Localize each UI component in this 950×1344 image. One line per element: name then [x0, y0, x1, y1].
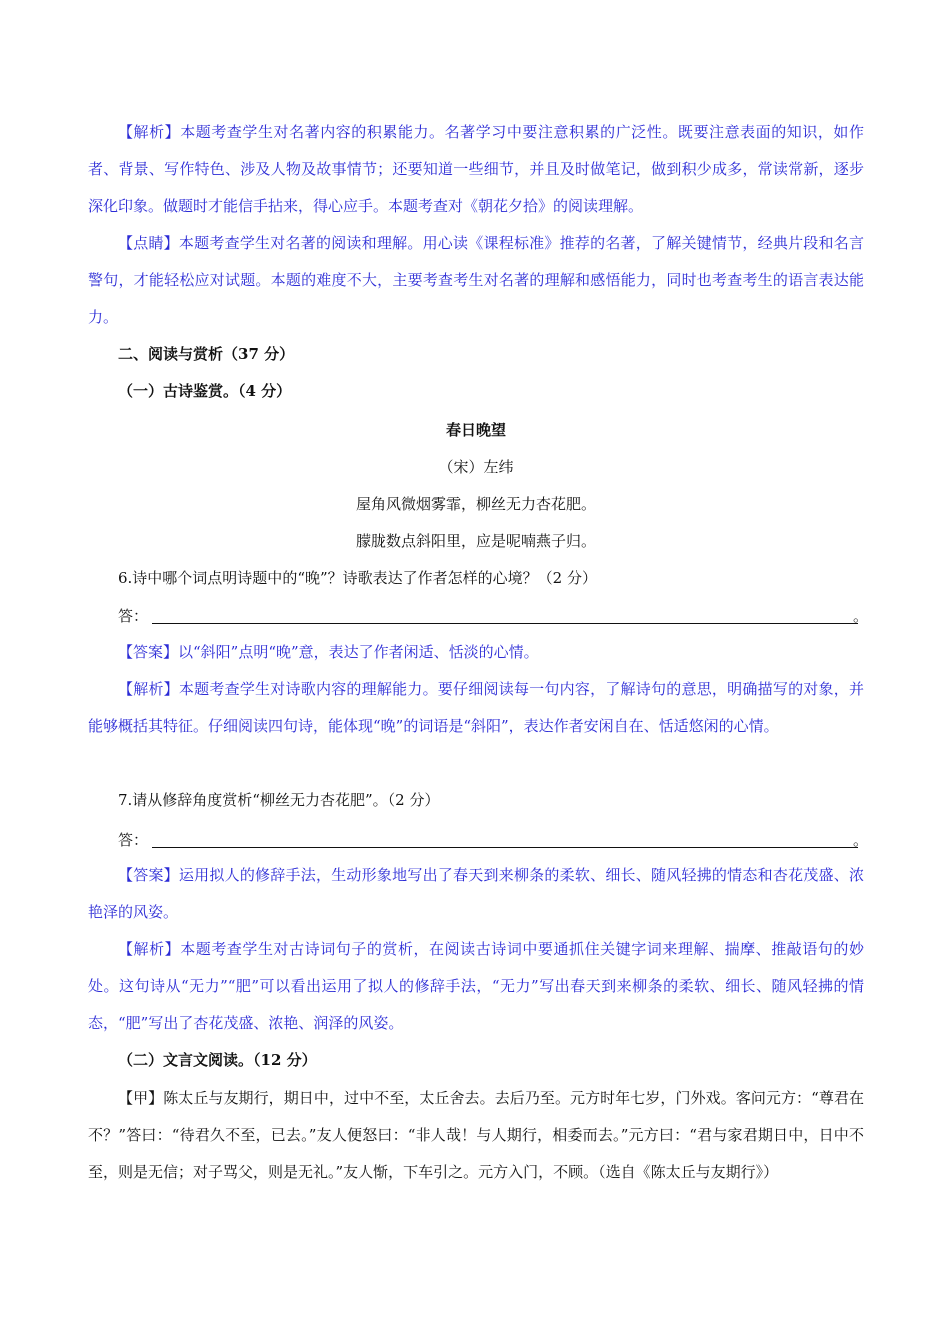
- answer-prefix: 答：: [118, 831, 149, 849]
- poem-title: 春日晚望: [445, 421, 506, 439]
- poem-line-2: 朦胧数点斜阳里，应是呢喃燕子归。: [355, 532, 596, 550]
- analysis-q6: 【解析】本题考查学生对诗歌内容的理解能力。要仔细阅读每一句内容，了解诗句的意思，明确描写的对象，并能够概括其特征。仔细阅读四句诗，能体现“晚”的词语是“斜阳”，表达作者安闲自在、恬适悠闲的心情。: [88, 680, 864, 735]
- subsection-heading-poetry: （一）古诗鉴赏。（4 分）: [118, 382, 292, 400]
- key-point-paragraph: 【点睛】本题考查学生对名著的阅读和理解。用心读《课程标准》推荐的名著，了解关键情节，经典片段和名言警句，才能轻松应对试题。本题的难度不大，主要考查考生对名著的理解和感悟能力，同时也考查考生的语言表达能力。: [88, 234, 864, 326]
- analysis-paragraph-1: 【解析】本题考查学生对名著内容的积累能力。名著学习中要注意积累的广泛性。既要注意表面的知识，如作者、背景、写作特色、涉及人物及故事情节；还要知道一些细节，并且及时做笔记，做到积少成多，常读常新，逐步深化印象。做题时才能信手拈来，得心应手。本题考查对《朝花夕拾》的阅读理解。: [88, 123, 864, 215]
- question-7: 7.请从修辞角度赏析“柳丝无力杏花肥”。（2 分）: [118, 791, 440, 809]
- answer-prefix: 答：: [118, 607, 149, 625]
- answer-underline: [152, 847, 858, 848]
- analysis-q7: 【解析】本题考查学生对古诗词句子的赏析，在阅读古诗词中要通抓住关键字词来理解、揣摩、推敲语句的妙处。这句诗从“无力”“肥”可以看出运用了拟人的修辞手法，“无力”写出春天到来柳条的柔软、细长、随风轻拂的情态，“肥”写出了杏花茂盛、浓艳、润泽的风姿。: [88, 940, 864, 1032]
- section-heading-reading: 二、阅读与赏析（37 分）: [118, 345, 295, 363]
- poem-line-1: 屋角风微烟雾霏，柳丝无力杏花肥。: [355, 495, 596, 513]
- answer-field-q7[interactable]: [118, 830, 868, 850]
- answer-suffix: 。: [852, 831, 868, 849]
- answer-underline: [152, 623, 858, 624]
- subsection-heading-classical: （二）文言文阅读。（12 分）: [118, 1051, 317, 1069]
- poem-author: （宋）左纬: [438, 458, 514, 476]
- answer-suffix: 。: [852, 607, 868, 625]
- question-6: 6.诗中哪个词点明诗题中的“晚”？诗歌表达了作者怎样的心境？（2 分）: [118, 569, 597, 587]
- answer-q7: 【答案】运用拟人的修辞手法，生动形象地写出了春天到来柳条的柔软、细长、随风轻拂的情态和杏花茂盛、浓艳泽的风姿。: [88, 866, 864, 921]
- classical-text-jia: 【甲】陈太丘与友期行，期日中，过中不至，太丘舍去。去后乃至。元方时年七岁，门外戏。客问元方：“尊君在不？”答曰：“待君久不至，已去。”友人便怒曰：“非人哉！与人期行，相委而去。”元方曰：“君与家君期日中，日中不至，则是无信；对子骂父，则是无礼。”友人惭，下车引之。元方入门，不顾。（选自《陈太丘与友期行》）: [88, 1089, 864, 1181]
- answer-field-q6[interactable]: [118, 606, 868, 626]
- answer-q6: 【答案】以“斜阳”点明“晚”意，表达了作者闲适、恬淡的心情。: [118, 643, 539, 661]
